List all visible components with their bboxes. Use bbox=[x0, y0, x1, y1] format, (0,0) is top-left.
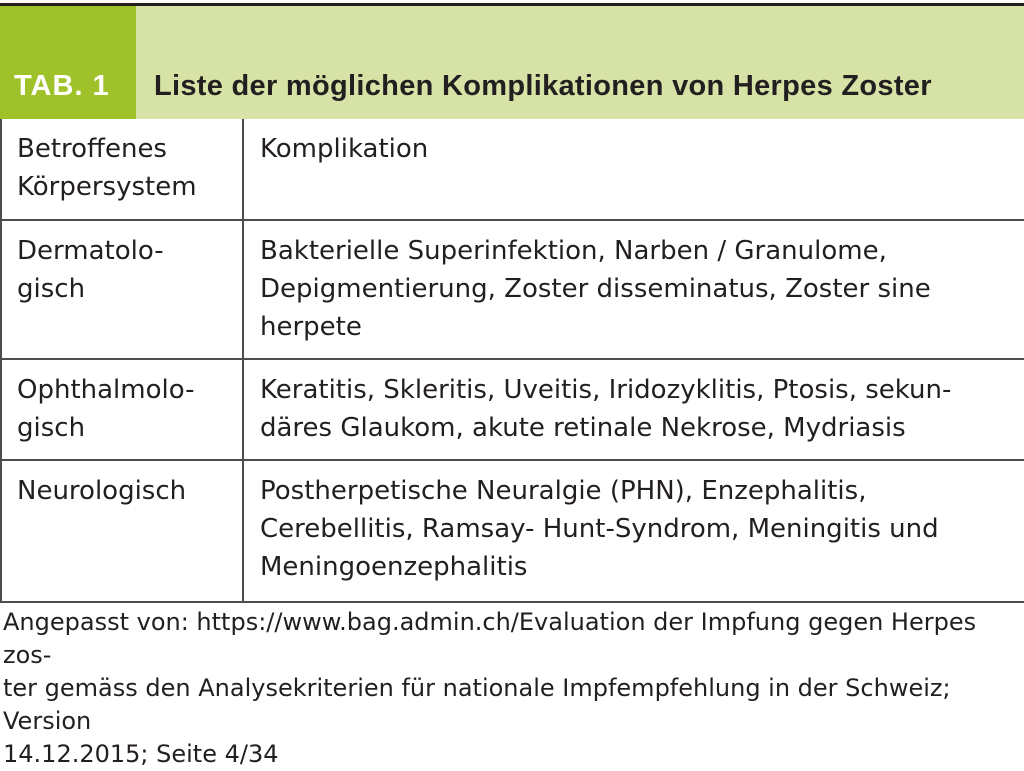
cell-line: däres Glaukom, akute retinale Nekrose, Mydriasis bbox=[260, 413, 906, 443]
source-line: ter gemäss den Analysekriterien für nationale Impfempfehlung in der Schweiz; Version bbox=[3, 674, 951, 735]
complication-cell bbox=[243, 220, 1024, 359]
cell-line: Postherpetische Neuralgie (PHN), Enzephalitis, bbox=[260, 476, 867, 506]
table-number-label: TAB. 1 bbox=[0, 6, 136, 119]
cell-line: gisch bbox=[17, 274, 86, 304]
header-line: Betroffenes bbox=[17, 134, 167, 164]
table-header-band bbox=[0, 3, 1024, 119]
table-header-row bbox=[1, 119, 1024, 220]
cell-line: gisch bbox=[17, 413, 86, 443]
cell-line: Dermatolo- bbox=[17, 236, 164, 266]
column-header-system bbox=[1, 119, 243, 220]
cell-line: herpete bbox=[260, 312, 362, 342]
system-cell bbox=[1, 359, 243, 460]
complication-cell bbox=[243, 359, 1024, 460]
table-row bbox=[1, 359, 1024, 460]
header-line: Körpersystem bbox=[17, 172, 197, 202]
header-line: Komplikation bbox=[260, 134, 429, 164]
complications-table bbox=[0, 119, 1024, 603]
table-row bbox=[1, 220, 1024, 359]
source-line: Angepasst von: https://www.bag.admin.ch/Evaluation der Impfung gegen Herpes zos- bbox=[3, 608, 977, 669]
system-cell bbox=[1, 460, 243, 602]
cell-line: Depigmentierung, Zoster disseminatus, Zoster sine bbox=[260, 274, 931, 304]
complication-cell bbox=[243, 460, 1024, 602]
table-title: Liste der möglichen Komplikationen von Herpes Zoster bbox=[154, 70, 932, 102]
system-cell bbox=[1, 220, 243, 359]
source-line: 14.12.2015; Seite 4/34 bbox=[3, 740, 279, 768]
table-row bbox=[1, 460, 1024, 602]
cell-line: Keratitis, Skleritis, Uveitis, Iridozyklitis, Ptosis, sekun- bbox=[260, 375, 952, 405]
cell-line: Cerebellitis, Ramsay- Hunt-Syndrom, Meningitis und bbox=[260, 514, 939, 544]
cell-line: Meningoenzephalitis bbox=[260, 552, 528, 582]
column-header-complication bbox=[243, 119, 1024, 220]
cell-line: Neurologisch bbox=[17, 476, 187, 506]
cell-line: Ophthalmolo- bbox=[17, 375, 195, 405]
cell-line: Bakterielle Superinfektion, Narben / Granulome, bbox=[260, 236, 887, 266]
source-note bbox=[3, 606, 1023, 771]
